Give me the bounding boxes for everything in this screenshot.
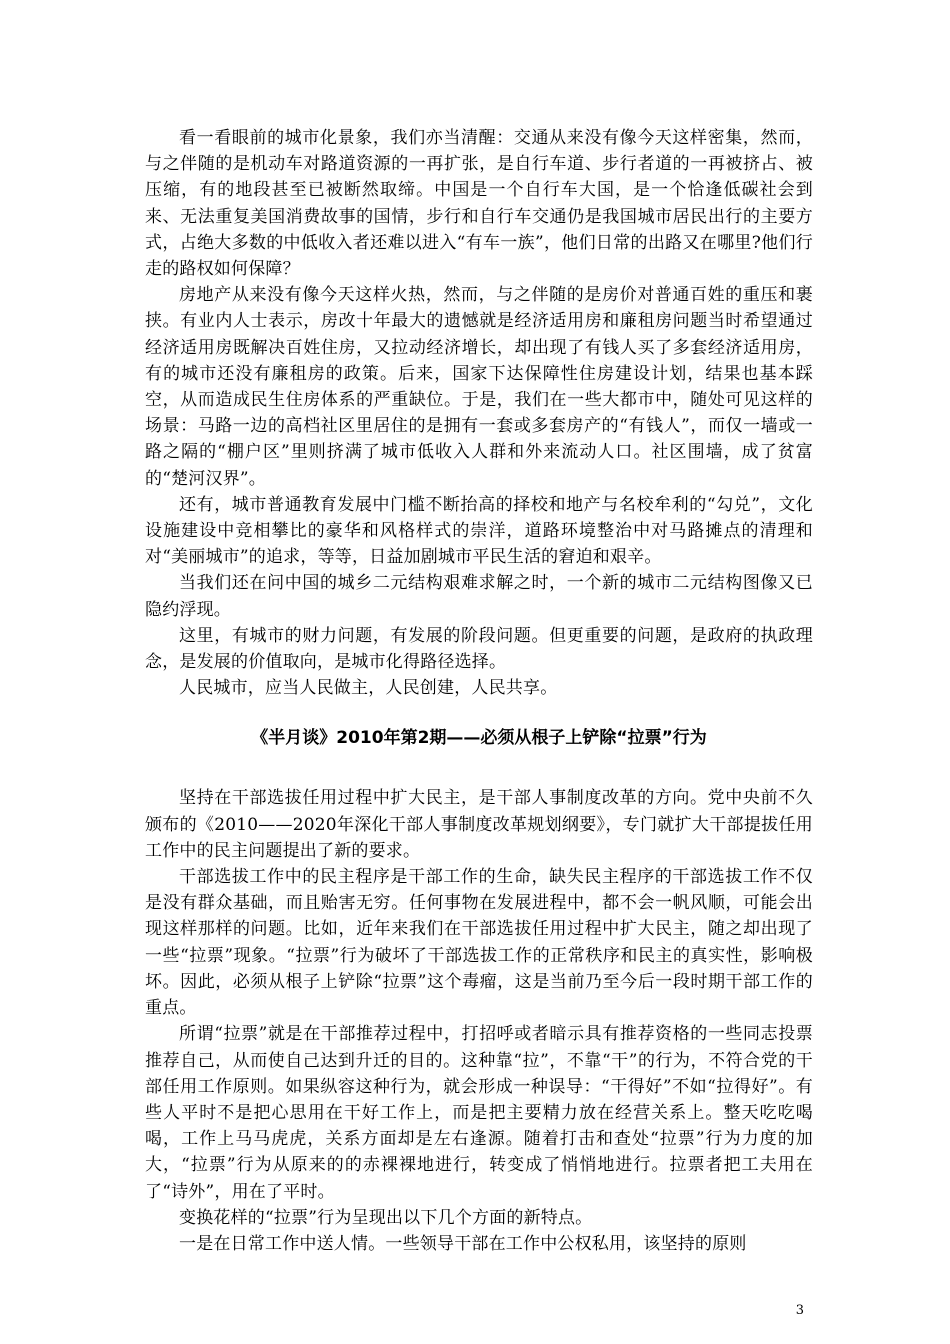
paragraph-education-culture: 还有，城市普通教育发展中门槛不断抬高的择校和地产与名校牟利的“勾兑”，文化设施建设中竞相攀比的豪华和风格样式的崇洋，道路环境整治中对马路摊点的清理和对“美丽城市”的追求，等等，日益加剧城市平民生活的窘迫和艰辛。 [145, 494, 813, 568]
paragraph-governance: 这里，有城市的财力问题，有发展的阶段问题。但更重要的问题，是政府的执政理念，是发展的价值取向，是城市化得路径选择。 [145, 625, 813, 673]
paragraph-vote-canvassing-definition: 所谓“拉票”就是在干部推荐过程中，打招呼或者暗示具有推荐资格的一些同志投票推荐自己，从而使自己达到升迁的目的。这种靠“拉”，不靠“干”的行为，不符合党的干部任用工作原则。如果纵容这种行为，就会形成一种误导：“干得好”不如“拉得好”。有些人平时不是把心思用在干好工作上，而是把主要精力放在经营关系上。整天吃吃喝喝，工作上马马虎虎，关系方面却是左右逢源。随着打击和查处“拉票”行为力度的加大，“拉票”行为从原来的的赤裸裸地进行，转变成了悄悄地进行。拉票者把工夫用在了“诗外”，用在了平时。 [145, 1024, 813, 1202]
paragraph-people-city: 人民城市，应当人民做主，人民创建，人民共享。 [179, 678, 558, 699]
paragraph-first-feature: 一是在日常工作中送人情。一些领导干部在工作中公权私用，该坚持的原则 [179, 1233, 747, 1254]
paragraph-traffic: 看一看眼前的城市化景象，我们亦当清醒：交通从来没有像今天这样密集，然而，与之伴随的是机动车对路道资源的一再扩张，是自行车道、步行者道的一再被挤占、被压缩，有的地段甚至已被断然取缔。中国是一个自行车大国，是一个恰逢低碳社会到来、无法重复美国消费故事的国情，步行和自行车交通仍是我国城市居民出行的主要方式，占绝大多数的中低收入者还难以进入“有车一族”，他们日常的出路又在哪里?他们行走的路权如何保障？ [145, 128, 813, 280]
page-content [145, 125, 813, 1257]
paragraph-real-estate: 房地产从来没有像今天这样火热，然而，与之伴随的是房价对普通百姓的重压和裹挟。有业内人士表示，房改十年最大的遗憾就是经济适用房和廉租房问题当时希望通过经济适用房既解决百姓住房，又拉动经济增长，却出现了有钱人买了多套经济适用房，有的城市还没有廉租房的政策。后来，国家下达保障性住房建设计划，结果也基本踩空，从而造成民生住房体系的严重缺位。于是，我们在一些大都市中，随处可见这样的场景：马路一边的高档社区里居住的是拥有一套或多套房产的“有钱人”，而仅一墙或一路之隔的“棚户区”里则挤满了城市低收入人群和外来流动人口。社区围墙，成了贫富的“楚河汉界”。 [145, 285, 813, 489]
section-title: 《半月谈》2010年第2期——必须从根子上铲除“拉票”行为 [251, 728, 707, 749]
paragraph-new-features: 变换花样的“拉票”行为呈现出以下几个方面的新特点。 [179, 1207, 593, 1228]
paragraph-dual-structure: 当我们还在问中国的城乡二元结构艰难求解之时，一个新的城市二元结构图像又已隐约浮现。 [145, 573, 813, 620]
paragraph-democratic-procedure: 干部选拔工作中的民主程序是干部工作的生命，缺失民主程序的干部选拔工作不仅是没有群众基础，而且贻害无穷。任何事物在发展进程中，都不会一帆风顺，可能会出现这样那样的问题。比如，近年来我们在干部选拔任用过程中扩大民主，随之却出现了一些“拉票”现象。“拉票”行为破坏了干部选拔工作的正常秩序和民主的真实性，影响极坏。因此，必须从根子上铲除“拉票”这个毒瘤，这是当前乃至今后一段时期干部工作的重点。 [145, 867, 813, 1019]
paragraph-democracy: 坚持在干部选拔任用过程中扩大民主，是干部人事制度改革的方向。党中央前不久颁布的《2010——2020年深化干部人事制度改革规划纲要》，专门就扩大干部提拔任用工作中的民主问题提出了新的要求。 [145, 788, 813, 861]
page-number: 3 [795, 1303, 804, 1318]
